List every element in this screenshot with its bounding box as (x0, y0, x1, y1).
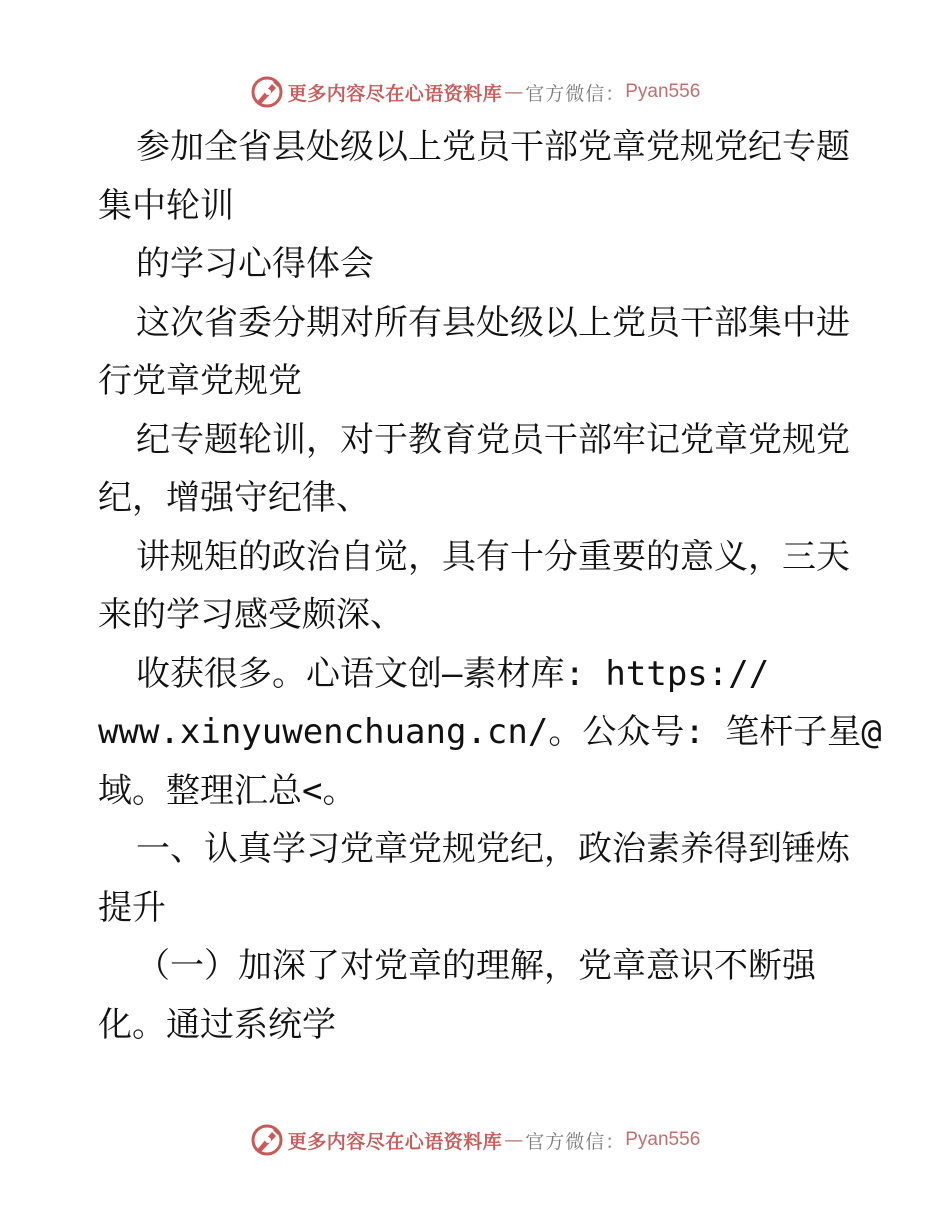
footer-brand-text: 更多内容尽在心语资料库 (287, 1130, 503, 1153)
body-line: 来的学习感受颇深、 (98, 595, 404, 635)
body-line: （一）加深了对党章的理解，党章意识不断强 (136, 946, 816, 986)
body-line: 纪专题轮训，对于教育党员干部牢记党章党规党 (136, 419, 850, 460)
pen-logo-icon (250, 75, 284, 109)
body-line: www.xinyuwenchuang.cn/。公众号: 笔杆子星@ (98, 712, 882, 752)
header-banner (0, 72, 950, 112)
header-brand-text: 更多内容尽在心语资料库 (287, 82, 503, 105)
header-dash: — (504, 81, 524, 103)
body-line: 这次省委分期对所有县处级以上党员干部集中进 (136, 302, 850, 343)
body-line: 讲规矩的政治自觉，具有十分重要的意义，三天 (136, 536, 850, 577)
pen-logo-icon (250, 1123, 284, 1157)
footer-dash: — (504, 1129, 524, 1151)
footer-wechat-id: Pyan556 (625, 1129, 701, 1150)
document-body (98, 118, 882, 1054)
body-line: 集中轮训 (98, 185, 234, 226)
header-official-label: 官方微信： (525, 82, 626, 105)
footer-official-label: 官方微信： (525, 1130, 626, 1153)
body-line: 域。整理汇总<。 (98, 770, 357, 811)
body-line: 行党章党规党 (98, 361, 302, 401)
body-line: 一、认真学习党章党规党纪，政治素养得到锤炼 (136, 829, 850, 869)
body-line: 化。通过系统学 (98, 1004, 336, 1045)
header-wechat-id: Pyan556 (625, 81, 701, 102)
footer-banner (0, 1120, 950, 1160)
body-line: 收获很多。心语文创—素材库: https:// (136, 653, 770, 694)
body-line: 参加全省县处级以上党员干部党章党规党纪专题 (136, 127, 850, 167)
body-line: 纪，增强守纪律、 (98, 478, 370, 518)
body-line: 的学习心得体会 (136, 244, 374, 284)
body-line: 提升 (98, 887, 166, 928)
